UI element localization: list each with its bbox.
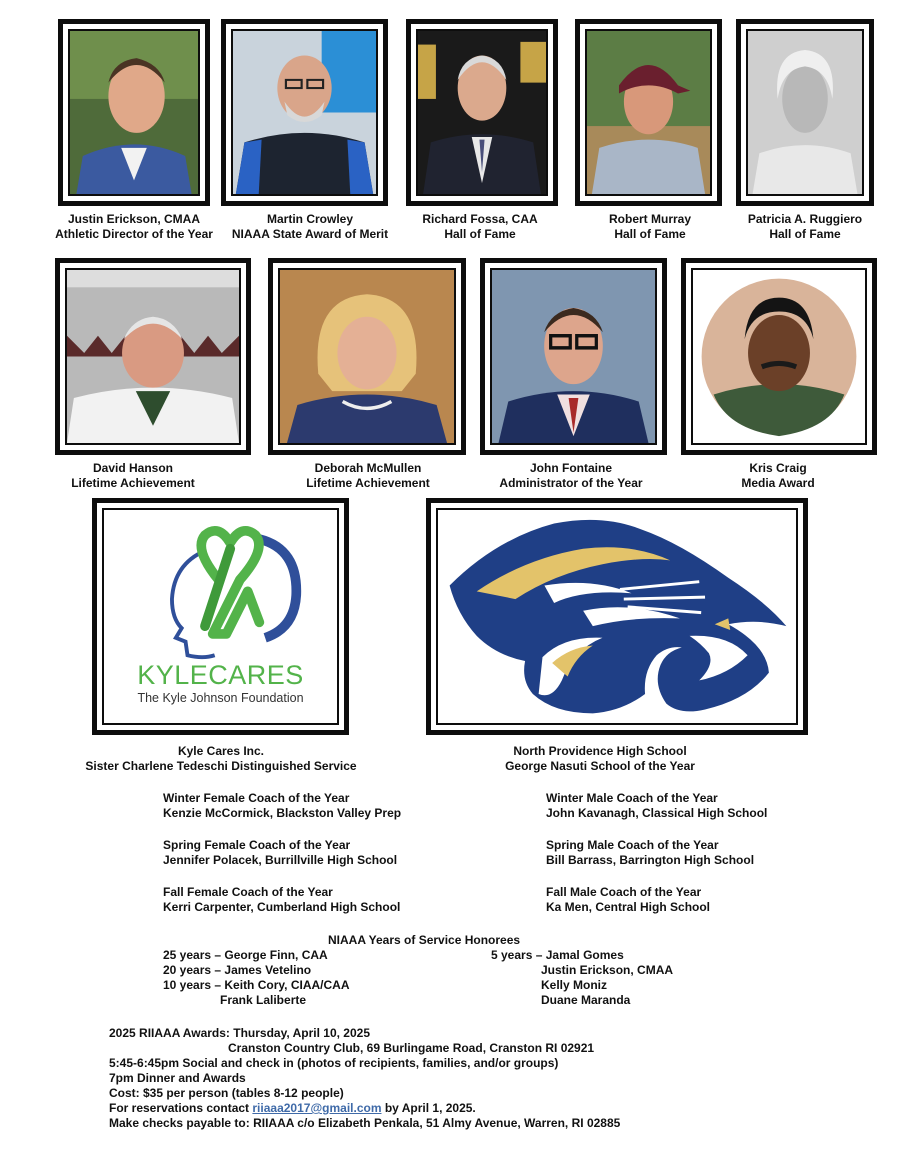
coach-winter-female: Winter Female Coach of the Year Kenzie McCormick, Blackston Valley Prep	[163, 791, 402, 820]
photo-martin-crowley	[221, 19, 388, 206]
caption-northprov: North Providence High School George Nasuti School of the Year	[505, 744, 695, 773]
coach-fall-female: Fall Female Coach of the Year Kerri Carpenter, Cumberland High School	[163, 885, 401, 914]
caption-richard-fossa: Richard Fossa, CAA Hall of Fame	[422, 212, 538, 241]
service-heading: NIAAA Years of Service Honorees	[328, 933, 521, 947]
event-info: 2025 RIIAAA Awards: Thursday, April 10, 2025 Cranston Country Club, 69 Burlingame Road, Cranston RI 02921 5:45-6:45pm Social and check in (photos of recipients, families, and/or groups) 7pm Dinner and Awards Cost: $35 per person (tables 8-12 people) For reservations contact riiaaa2017@gmail.com by April 1, 2025. Make checks payable to: RIIAAA c/o Elizabeth Penkala, 51 Almy Avenue, Warren, RI 02885	[109, 1026, 621, 1130]
photo-robert-murray	[575, 19, 722, 206]
service-right-list: 5 years – Jamal Gomes Justin Erickson, CMAA Kelly Moniz Duane Maranda	[491, 948, 674, 1007]
photo-deborah-mcmullen	[268, 258, 466, 455]
caption-justin-erickson: Justin Erickson, CMAA Athletic Director of the Year	[55, 212, 213, 241]
panther-logo	[438, 510, 796, 723]
kylecares-subtitle: The Kyle Johnson Foundation	[137, 691, 304, 705]
caption-patricia-ruggiero: Patricia A. Ruggiero Hall of Fame	[747, 212, 863, 241]
caption-kris-craig: Kris Craig Media Award	[741, 461, 815, 490]
coach-fall-male: Fall Male Coach of the Year Ka Men, Central High School	[546, 885, 711, 914]
reservation-line: For reservations contact riiaaa2017@gmail.com by April 1, 2025.	[109, 1101, 476, 1115]
caption-martin-crowley: Martin Crowley NIAAA State Award of Merit	[231, 212, 389, 241]
caption-kylecares: Kyle Cares Inc. Sister Charlene Tedeschi Distinguished Service	[85, 744, 357, 773]
caption-john-fontaine: John Fontaine Administrator of the Year	[499, 461, 643, 490]
coach-spring-male: Spring Male Coach of the Year Bill Barrass, Barrington High School	[546, 838, 755, 867]
caption-robert-murray: Robert Murray Hall of Fame	[608, 212, 692, 241]
email-link[interactable]: riiaaa2017@gmail.com	[252, 1101, 382, 1115]
coach-winter-male: Winter Male Coach of the Year John Kavanagh, Classical High School	[546, 791, 768, 820]
photo-patricia-ruggiero	[736, 19, 874, 206]
kyle-wordmark: KYLE	[137, 660, 209, 690]
photo-kris-craig	[681, 258, 877, 455]
photo-david-hanson	[55, 258, 251, 455]
coach-spring-female: Spring Female Coach of the Year Jennifer Polacek, Burrillville High School	[163, 838, 398, 867]
photo-richard-fossa	[406, 19, 558, 206]
kylecares-logo-frame	[92, 498, 349, 735]
photo-justin-erickson	[58, 19, 210, 206]
service-left-list: 25 years – George Finn, CAA 20 years – James Vetelino 10 years – Keith Cory, CIAA/CAA Frank Laliberte	[163, 948, 350, 1007]
caption-deborah-mcmullen: Deborah McMullen Lifetime Achievement	[306, 461, 430, 490]
photo-john-fontaine	[480, 258, 667, 455]
caption-david-hanson: David Hanson Lifetime Achievement	[71, 461, 195, 490]
northprov-logo-frame	[426, 498, 808, 735]
cares-wordmark: CARES	[208, 660, 304, 690]
